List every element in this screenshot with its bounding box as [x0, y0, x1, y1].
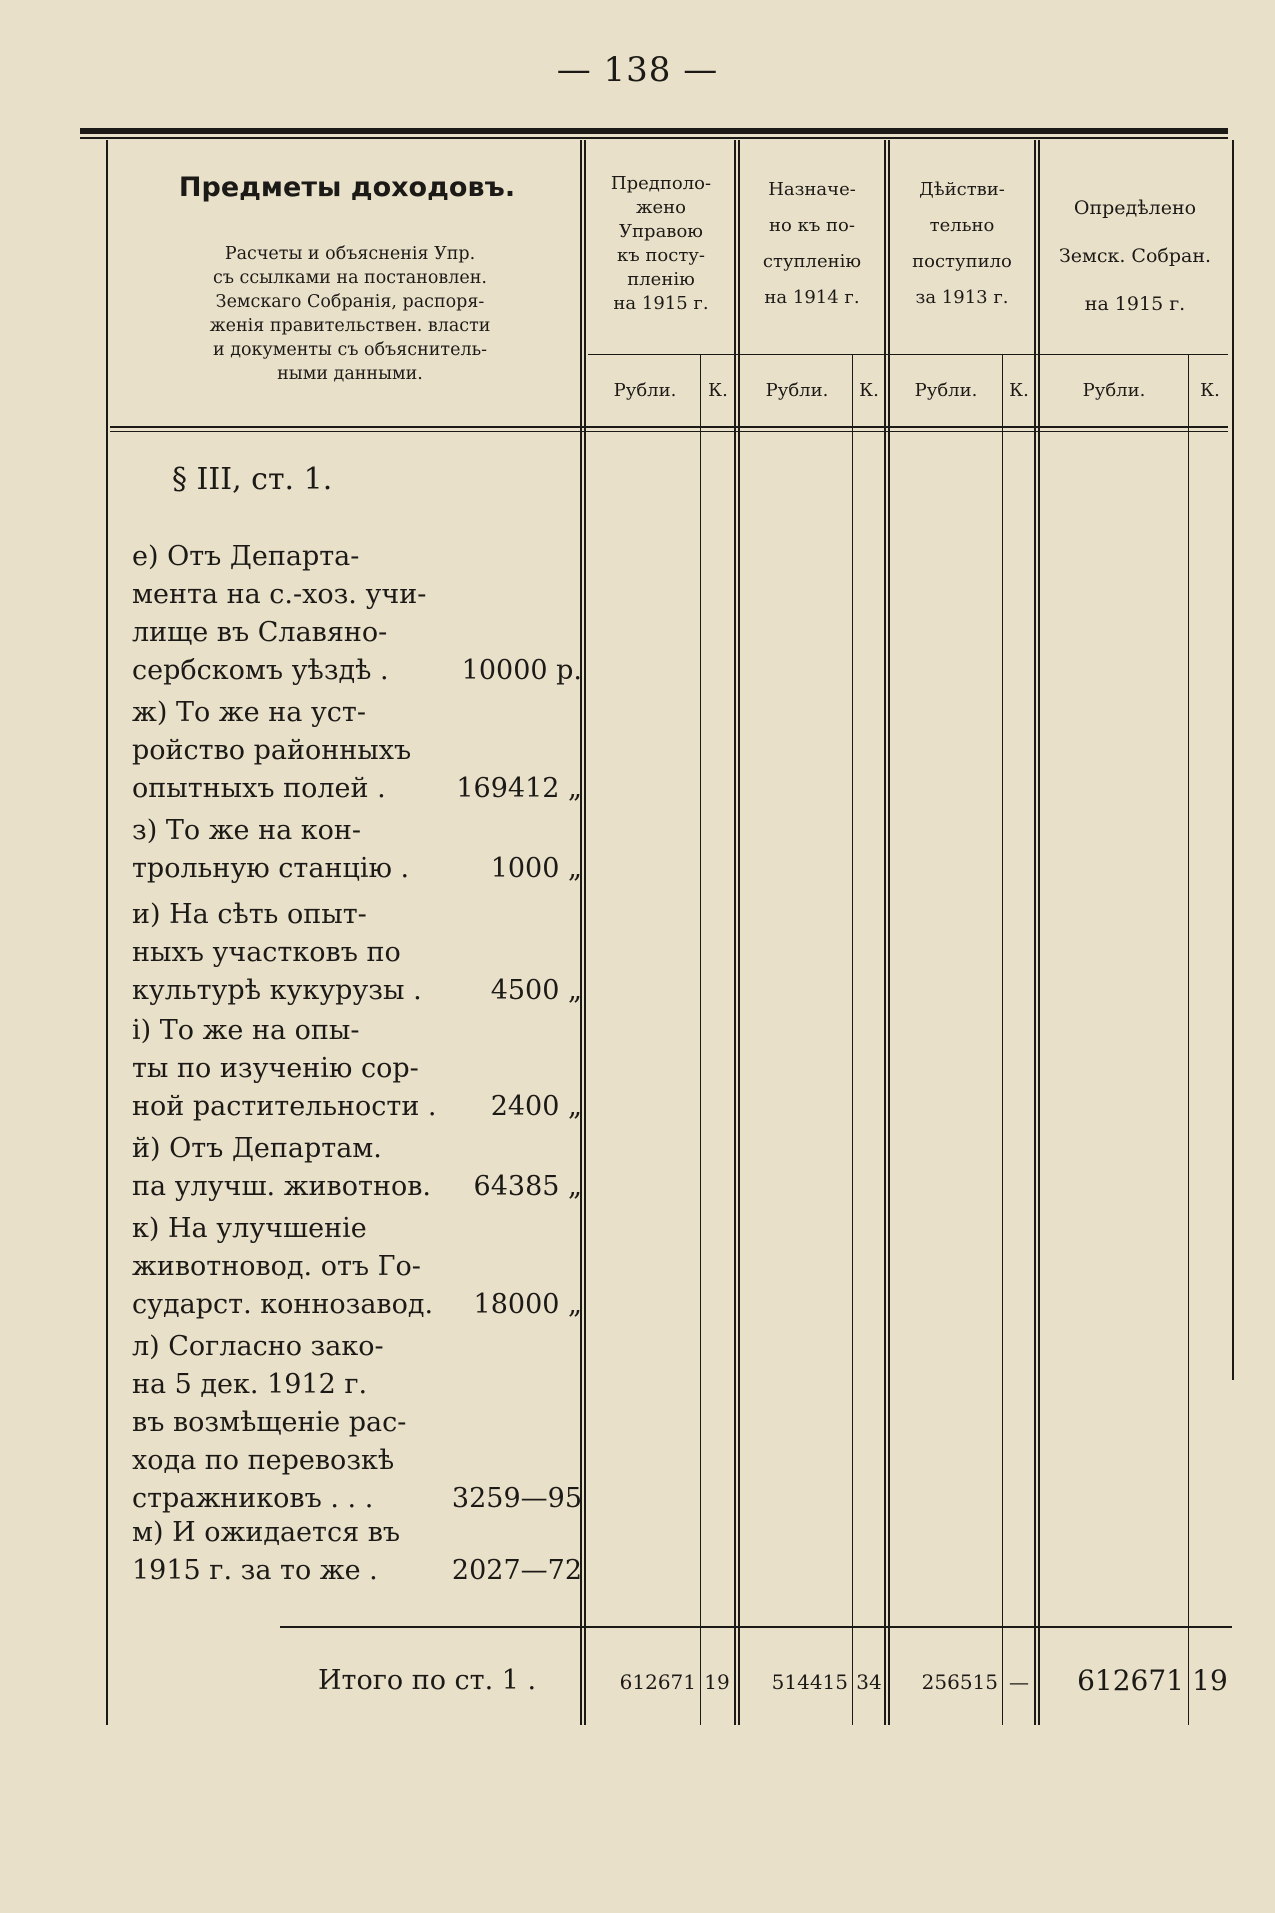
- entry-i-short: й) Отъ Департам. па улучш. животнов. 64385 „: [132, 1130, 582, 1206]
- entry-amount: 4500 „: [490, 975, 582, 1006]
- kop-divider-2: [852, 355, 853, 1725]
- unit-kopeks-1: К.: [708, 380, 728, 401]
- header-bottom-rule: [110, 426, 1228, 428]
- col-divider-2b: [738, 140, 740, 1725]
- total-assigned-kopeks: 34: [856, 1670, 882, 1694]
- kop-divider-1: [700, 355, 701, 1725]
- total-determined-rubles: 612671: [1077, 1664, 1184, 1697]
- column-header-received: Дѣйстви- тельно поступило за 1913 г.: [912, 179, 1012, 308]
- total-proposed-kopeks: 19: [704, 1670, 730, 1694]
- col-divider-1b: [584, 140, 586, 1725]
- entry-l: л) Согласно зако- на 5 дек. 1912 г. въ возмѣщеніе рас- хода по перевозкѣ стражниковъ . . . 3259—95: [132, 1328, 582, 1518]
- unit-kopeks-4: К.: [1200, 380, 1220, 401]
- total-determined-kopeks: 19: [1192, 1664, 1228, 1697]
- entry-amount: 3259—95: [451, 1483, 582, 1514]
- entry-amount: 10000 р.: [461, 655, 582, 686]
- total-received-rubles: 256515: [921, 1670, 998, 1694]
- col-divider-3: [884, 140, 886, 1725]
- kop-divider-3: [1002, 355, 1003, 1725]
- header-bottom-rule-thin: [110, 431, 1228, 432]
- totals-rule: [280, 1626, 1232, 1628]
- unit-kopeks-2: К.: [859, 380, 879, 401]
- unit-rubles-4: Рубли.: [1082, 380, 1146, 401]
- header-subtitle: Расчеты и объясненія Упр. съ ссылками на постановлен. Земскаго Собранія, распоря- женія правительствен. власти и документы съ объяснитель- ными данными.: [209, 244, 491, 384]
- section-heading: § III, ст. 1.: [172, 462, 333, 497]
- unit-rubles-1: Рубли.: [613, 380, 677, 401]
- entry-e: е) Отъ Департа- мента на с.-хоз. учи- лище въ Славяно- сербскомъ уѣздѣ . 10000 р.: [132, 538, 582, 690]
- table-right-border: [1232, 140, 1234, 1380]
- entry-amount: 18000 „: [473, 1289, 582, 1320]
- total-received-kopeks: —: [1009, 1670, 1029, 1694]
- total-proposed-rubles: 612671: [619, 1670, 696, 1694]
- entry-amount: 2400 „: [490, 1091, 582, 1122]
- entry-amount: 64385 „: [473, 1171, 582, 1202]
- unit-rubles-3: Рубли.: [914, 380, 978, 401]
- entry-amount: 2027—72: [451, 1555, 582, 1586]
- header-title: Предметы доходовъ.: [178, 172, 516, 203]
- column-header-determined: Опредѣлено Земск. Собран. на 1915 г.: [1058, 197, 1212, 315]
- col-divider-2: [734, 140, 736, 1725]
- entry-z: з) То же на кон- трольную станцію . 1000 „: [132, 812, 582, 888]
- top-rule-thin: [80, 137, 1228, 139]
- col-divider-3b: [888, 140, 890, 1725]
- top-rule: [80, 128, 1228, 134]
- column-header-proposed: Предполо- жено Управою къ посту- пленію на 1915 г.: [610, 173, 712, 314]
- col-divider-4b: [1038, 140, 1040, 1725]
- entry-zh: ж) То же на уст- ройство районныхъ опытныхъ полей . 169412 „: [132, 694, 582, 808]
- col-divider-4: [1034, 140, 1036, 1725]
- total-assigned-rubles: 514415: [771, 1670, 848, 1694]
- unit-kopeks-3: К.: [1009, 380, 1029, 401]
- entry-m: м) И ожидается въ 1915 г. за то же . 2027—72: [132, 1514, 582, 1590]
- table-left-border: [106, 140, 108, 1725]
- column-header-assigned: Назначе- но къ по- ступленію на 1914 г.: [762, 179, 862, 308]
- entry-amount: 169412 „: [456, 773, 582, 804]
- entry-i-dec: і) То же на опы- ты по изученію сор- ной растительности . 2400 „: [132, 1012, 582, 1126]
- entry-i: и) На сѣть опыт- ныхъ участковъ по культурѣ кукурузы . 4500 „: [132, 896, 582, 1010]
- kop-divider-4: [1188, 355, 1189, 1725]
- entry-amount: 1000 „: [490, 853, 582, 884]
- total-label: Итого по ст. 1 .: [318, 1665, 537, 1696]
- unit-rubles-2: Рубли.: [765, 380, 829, 401]
- entry-k: к) На улучшеніе животновод. отъ Го- сударст. коннозавод. 18000 „: [132, 1210, 582, 1324]
- units-rule: [588, 354, 1228, 355]
- page-number: — 138 —: [556, 50, 719, 90]
